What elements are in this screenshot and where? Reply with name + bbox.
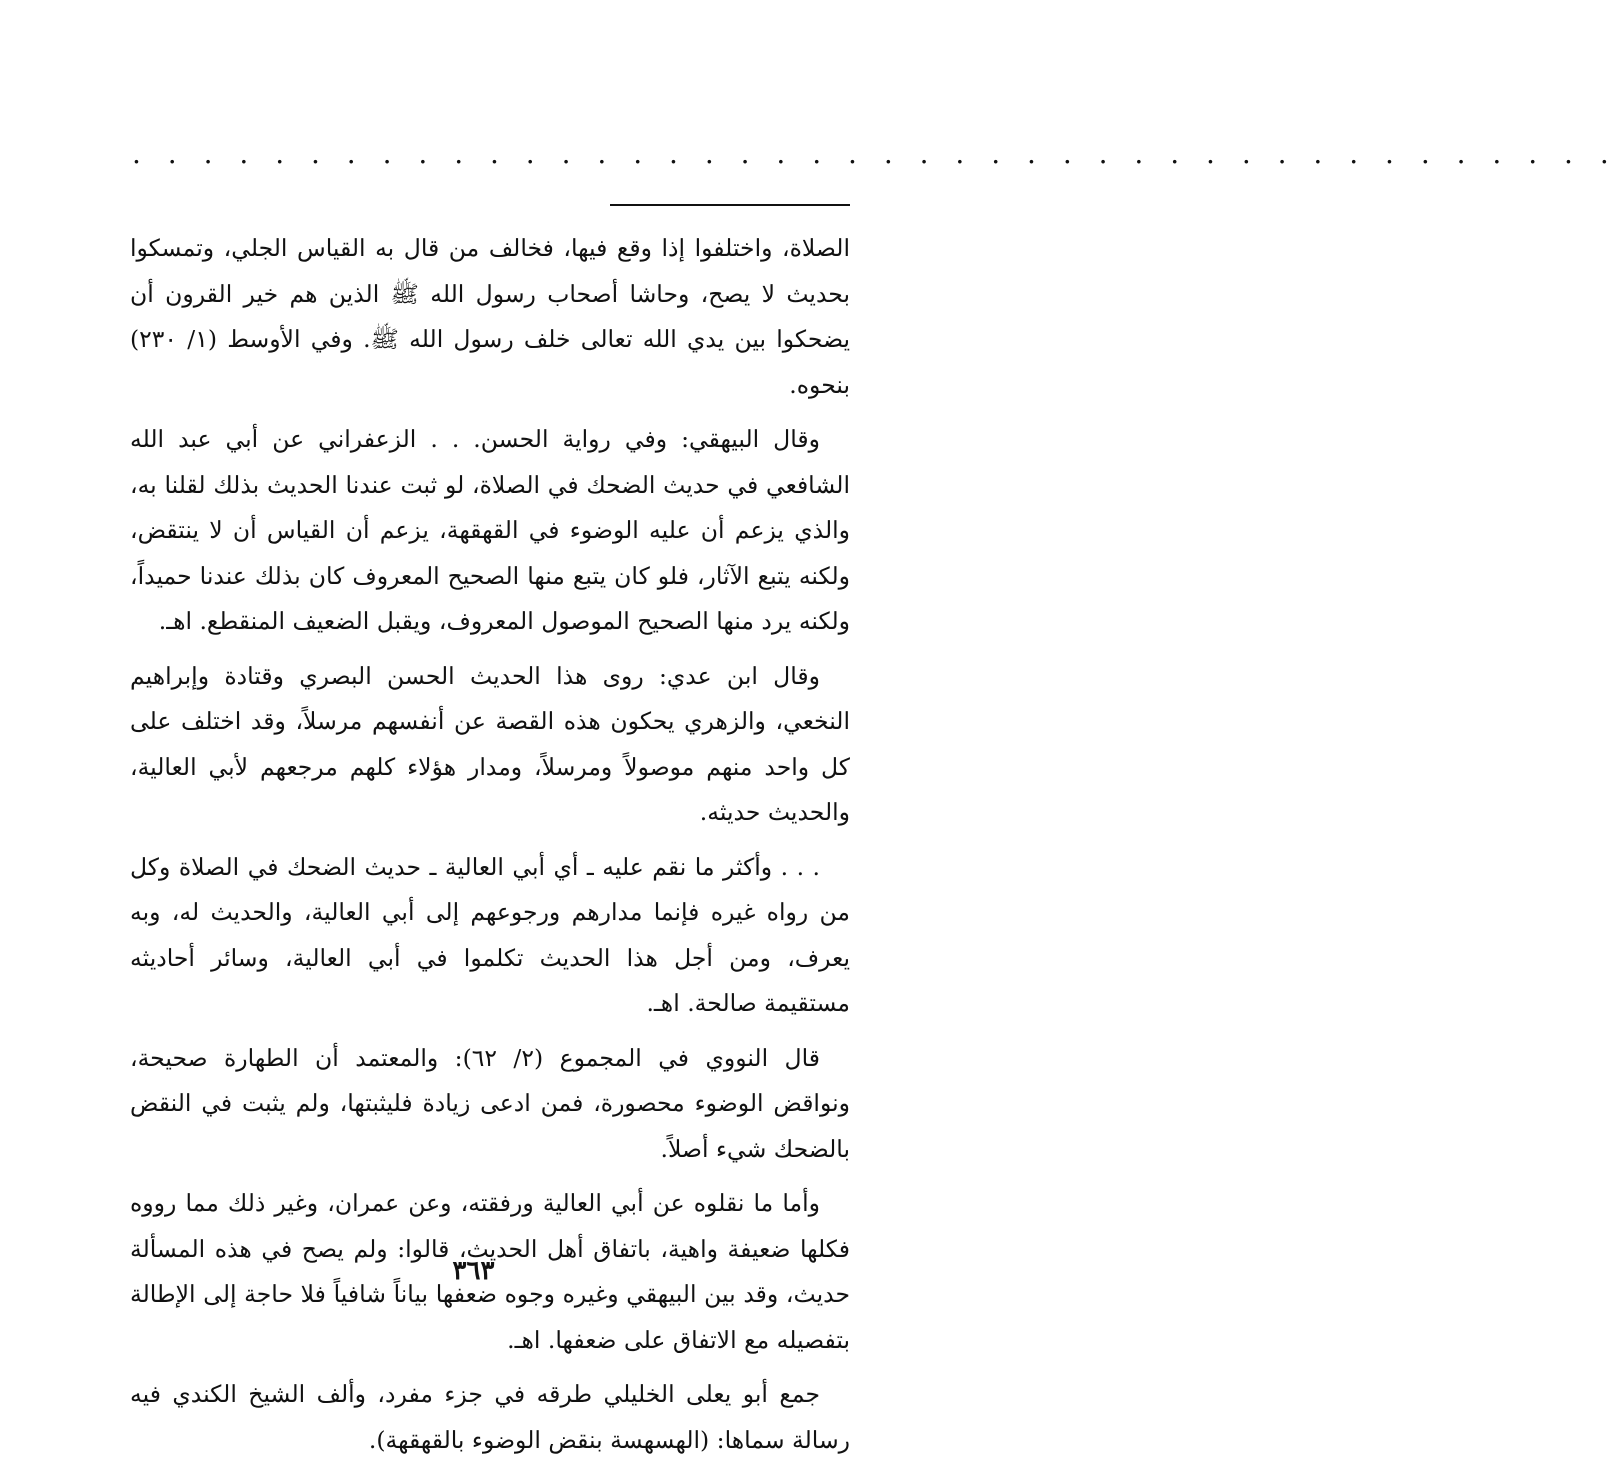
- paragraph-continuation: الصلاة، واختلفوا إذا وقع فيها، فخالف من قال به القياس الجلي، وتمسكوا بحديث لا يصح، وحاشا أصحاب رسول الله ﷺ الذين هم خير القرون أن يضحكوا بين يدي الله تعالى خلف رسول الله ﷺ. وفي الأوسط (١/ ٢٣٠) بنحوه.: [130, 234, 850, 399]
- paragraph-bayhaqi: وقال البيهقي: وفي رواية الحسن. . . الزعفراني عن أبي عبد الله الشافعي في حديث الضحك في الصلاة، لو ثبت عندنا الحديث بذلك لقلنا به، والذي يزعم أن عليه الوضوء في القهقهة، يزعم أن القياس أن لا ينتقض، ولكنه يتبع الآثار، فلو كان يتبع منها الصحيح المعروف كان بذلك عندنا حميداً، ولكنه يرد منها الصحيح الموصول المعروف، ويقبل الضعيف المنقطع. اهـ.: [130, 425, 850, 635]
- paragraph-abu-al-aliya: . . . وأكثر ما نقم عليه ـ أي أبي العالية ـ حديث الضحك في الصلاة وكل من رواه غيره فإنما مدارهم ورجوعهم إلى أبي العالية، والحديث له، وبه يعرف، ومن أجل هذا الحديث تكلموا في أبي العالية، وسائر أحاديثه مستقيمة صالحة. اهـ.: [130, 852, 850, 1017]
- dotted-divider: . . . . . . . . . . . . . . . . . . . . . . . . . . . . . . . . . . . . . . . . . .: [132, 137, 1618, 170]
- paragraph-weak-narrations: وأما ما نقلوه عن أبي العالية ورفقته، وعن عمران، وغير ذلك مما رووه فكلها ضعيفة واهية، باتفاق أهل الحديث، قالوا: ولم يصح في هذه المسألة حديث، وقد بين البيهقي وغيره وجوه ضعفها بياناً شافياً فلا حاجة إلى الإطالة بتفصيله مع الاتفاق على ضعفها. اهـ.: [130, 1189, 850, 1354]
- footnote-separator-line: [610, 204, 850, 206]
- paragraph-khalili: جمع أبو يعلى الخليلي طرقه في جزء مفرد، وألف الشيخ الكندي فيه رسالة سماها: (الهسهسة بنقض الوضوء بالقهقهة).: [130, 1380, 850, 1454]
- paragraph-nawawi: قال النووي في المجموع (٢/ ٦٢): والمعتمد أن الطهارة صحيحة، ونواقض الوضوء محصورة، فمن ادعى زيادة فليثبتها، ولم يثبت في النقض بالضحك شيء أصلاً.: [130, 1043, 850, 1163]
- paragraph-ibn-adi: وقال ابن عدي: روى هذا الحديث الحسن البصري وقتادة وإبراهيم النخعي، والزهري يحكون هذه القصة عن أنفسهم مرسلاً، وقد اختلف على كل واحد منهم موصولاً ومرسلاً، ومدار هؤلاء كلهم مرجعهم لأبي العالية، والحديث حديثه.: [130, 661, 850, 826]
- page-number: ٣٦٣: [452, 1256, 495, 1286]
